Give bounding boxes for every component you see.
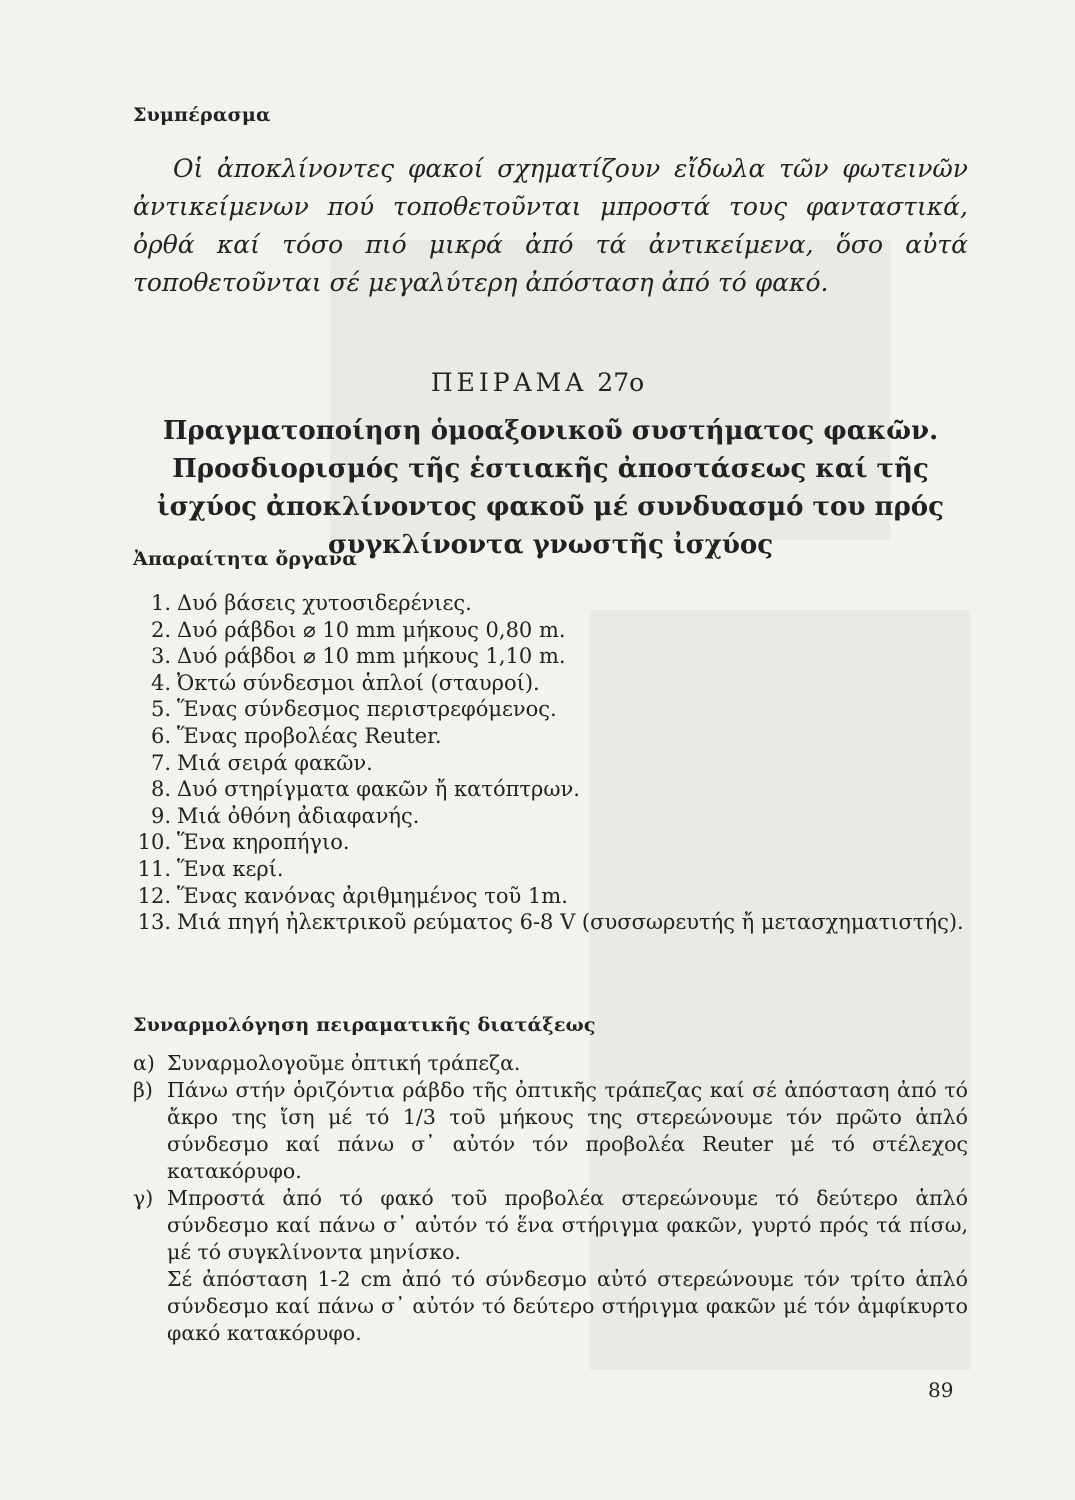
assembly-heading: Συναρμολόγηση πειραματικῆς διατάξεως	[133, 1014, 596, 1036]
experiment-label-line	[0, 368, 1075, 397]
conclusion-text: Οἱ ἀποκλίνοντες φακοί σχηματίζουν εἴδωλα τῶν φωτεινῶν ἀντικείμενων πού τοποθετοῦνται μπροστά τους φανταστικά, ὀρθά καί τόσο πιό μικρά ἀπό τά ἀντικείμενα, ὅσο αὐτά τοποθετοῦνται σέ μεγαλύτερη ἀπόσταση ἀπό τό φακό.	[133, 154, 968, 297]
item-number: 4.	[150, 670, 171, 695]
instruments-heading: Ἀπαραίτητα ὄργανα	[133, 548, 358, 570]
item-text: Ἕνας προβολέας Reuter.	[177, 723, 442, 748]
item-number: 8.	[150, 777, 171, 802]
step-text: Μπροστά ἀπό τό φακό τοῦ προβολέα στερεώνουμε τό δεύτερο ἁπλό σύνδεσμο καί πάνω σ᾽ αὐτόν τό ἕνα στήριγμα φακῶν, γυρτό πρός τά πίσω, μέ τό συγκλίνοντα μηνίσκο.	[167, 1186, 968, 1264]
item-number: 1.	[150, 591, 171, 615]
list-item	[133, 909, 968, 936]
assembly-step	[133, 1077, 968, 1185]
list-item	[133, 883, 968, 910]
item-number: 11.	[137, 856, 171, 881]
list-item	[133, 696, 968, 723]
item-text: Μιά πηγή ἠλεκτρικοῦ ρεύματος 6-8 V (συσσωρευτής ἤ μετασχηματιστής).	[177, 910, 964, 935]
assembly-step	[133, 1185, 968, 1266]
list-item	[133, 590, 968, 617]
item-text: Μιά ὀθόνη ἀδιαφανής.	[177, 803, 420, 828]
item-number: 12.	[137, 883, 171, 908]
step-text: Πάνω στήν ὁριζόντια ράβδο τῆς ὀπτικῆς τράπεζας καί σέ ἀπόσταση ἀπό τό ἄκρο της ἴση μέ τό 1/3 τοῦ μήκους της στερεώνουμε τόν πρῶτο ἁπλό σύνδεσμο καί πάνω σ᾽ αὐτόν τόν προβολέα Reuter μέ τό στέλεχος κατακόρυφο.	[167, 1078, 968, 1183]
list-item	[133, 670, 968, 697]
page-number: 89	[928, 1378, 954, 1402]
item-number: 9.	[150, 803, 171, 828]
list-item	[133, 776, 968, 803]
assembly-steps	[133, 1050, 968, 1347]
item-number: 6.	[150, 723, 171, 748]
assembly-step	[133, 1050, 968, 1077]
instruments-list	[133, 590, 968, 936]
item-text: Ἕνας κανόνας ἀριθμημένος τοῦ 1m.	[177, 883, 568, 908]
list-item	[133, 617, 968, 644]
item-number: 10.	[137, 830, 171, 855]
item-text: Ἕνας σύνδεσμος περιστρεφόμενος.	[177, 697, 557, 722]
list-item	[133, 750, 968, 777]
item-number: 13.	[137, 910, 171, 935]
conclusion-paragraph	[133, 150, 968, 302]
list-item	[133, 856, 968, 883]
list-item	[133, 829, 968, 856]
item-text: Ὀκτώ σύνδεσμοι ἁπλοί (σταυροί).	[177, 670, 540, 695]
item-number: 5.	[150, 697, 171, 722]
list-item	[133, 803, 968, 830]
item-text: Ἕνα κερί.	[177, 856, 284, 881]
item-number: 2.	[150, 617, 171, 642]
item-text: Δυό στηρίγματα φακῶν ἤ κατόπτρων.	[177, 777, 580, 802]
step-marker: γ)	[133, 1186, 154, 1210]
list-item	[133, 723, 968, 750]
item-text: Δυό βάσεις χυτοσιδερένιες.	[177, 591, 472, 615]
step-marker: α)	[133, 1051, 155, 1075]
conclusion-heading: Συμπέρασμα	[133, 104, 271, 126]
item-number: 3.	[150, 644, 171, 669]
list-item	[133, 643, 968, 670]
item-text: Ἕνα κηροπήγιο.	[177, 830, 350, 855]
step-marker: β)	[133, 1078, 153, 1102]
item-text: Δυό ράβδοι ⌀ 10 mm μήκους 1,10 m.	[177, 644, 566, 669]
experiment-label: ΠΕΙΡΑΜΑ	[430, 368, 588, 397]
assembly-extra-paragraph: Σέ ἀπόσταση 1-2 cm ἀπό τό σύνδεσμο αὐτό στερεώνουμε τόν τρίτο ἁπλό σύνδεσμο καί πάνω σ᾽ αὐτόν τό δεύτερο στήριγμα φακῶν μέ τόν ἀμφίκυρτο φακό κατακόρυφο.	[167, 1267, 968, 1345]
experiment-title: Πραγματοποίηση ὁμοαξονικοῦ συστήματος φακῶν. Προσδιορισμός τῆς ἑστιακῆς ἀποστάσεως καί τῆς ἰσχύος ἀποκλίνοντος φακοῦ μέ συνδυασμό του πρός συγκλίνοντα γνωστῆς ἰσχύος	[157, 416, 944, 560]
item-text: Δυό ράβδοι ⌀ 10 mm μήκους 0,80 m.	[177, 617, 566, 642]
item-text: Μιά σειρά φακῶν.	[177, 750, 373, 775]
experiment-number: 27ο	[597, 368, 645, 397]
item-number: 7.	[150, 750, 171, 775]
step-text: Συναρμολογοῦμε ὀπτική τράπεζα.	[167, 1051, 521, 1075]
